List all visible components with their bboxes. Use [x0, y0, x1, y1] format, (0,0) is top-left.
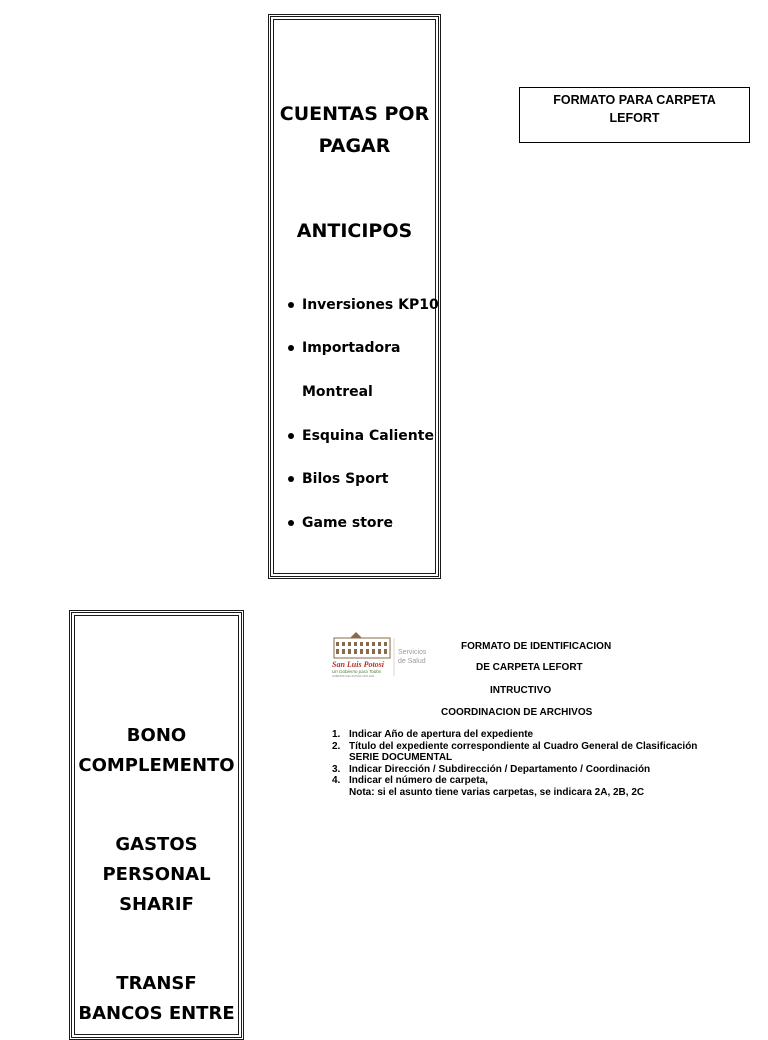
- format-title-line2: LEFORT: [609, 111, 660, 125]
- bullet-icon: [288, 520, 294, 526]
- svg-text:GOBIERNO DEL ESTADO 2015-2021: GOBIERNO DEL ESTADO 2015-2021: [332, 675, 375, 678]
- folder-label-inner: CUENTAS POR PAGAR ANTICIPOS Inversiones KP10 Importadora Montreal Esquina Caliente Bilos Sport Game store: [273, 19, 436, 574]
- instructivo-list: [332, 729, 697, 798]
- label2-line: BANCOS ENTRE: [78, 1003, 235, 1024]
- list-item: 4. Indicar el número de carpeta,: [332, 775, 488, 786]
- san-luis-potosi-servicios-de-salud-logo: [330, 630, 430, 680]
- list-item: SERIE DOCUMENTAL: [349, 752, 453, 763]
- bullet-icon: [288, 302, 294, 308]
- instructivo-heading-4: COORDINACION DE ARCHIVOS: [441, 707, 593, 718]
- format-title-line1: FORMATO PARA CARPETA: [553, 93, 716, 107]
- list-item: 3. Indicar Dirección / Subdirección / Departamento / Coordinación: [332, 763, 651, 775]
- label2-line: PERSONAL: [102, 864, 211, 885]
- folder-label-bono-complemento: [69, 610, 244, 1040]
- svg-text:de Salud: de Salud: [398, 658, 426, 665]
- bullet-icon: [288, 433, 294, 439]
- svg-text:Un Gobierno para Todos: Un Gobierno para Todos: [332, 669, 382, 674]
- label2-line: COMPLEMENTO: [78, 755, 235, 776]
- government-building-icon: [330, 630, 430, 680]
- bullet-icon: [288, 476, 294, 482]
- label2-line: GASTOS: [115, 834, 198, 855]
- list-item: Nota: si el asunto tiene varias carpetas, se indicara 2A, 2B, 2C: [349, 786, 645, 798]
- label2-line: SHARIF: [119, 894, 194, 915]
- bullet-icon: [288, 345, 294, 351]
- instructivo-heading-1: FORMATO DE IDENTIFICACION: [461, 641, 612, 652]
- instructivo-heading-3: INTRUCTIVO: [490, 685, 552, 696]
- list-item: 1. Indicar Año de apertura del expediente: [332, 729, 534, 740]
- list-item: 2. Título del expediente correspondiente al Cuadro General de Clasificación: [332, 740, 698, 752]
- svg-text:Servicios: Servicios: [398, 649, 427, 656]
- label-title-line1: CUENTAS POR: [279, 103, 430, 125]
- svg-text:San Luis Potosí: San Luis Potosí: [332, 660, 385, 669]
- label-subtitle: ANTICIPOS: [296, 220, 413, 242]
- label2-line: TRANSF: [116, 973, 197, 994]
- format-title-box: [519, 87, 750, 143]
- instructivo-heading-2: DE CARPETA LEFORT: [476, 662, 583, 673]
- folder-label-cuentas-por-pagar: [268, 14, 441, 579]
- label2-line: BONO: [126, 725, 187, 746]
- folder-label-inner: [74, 615, 239, 1035]
- label-title-line2: PAGAR: [318, 135, 391, 157]
